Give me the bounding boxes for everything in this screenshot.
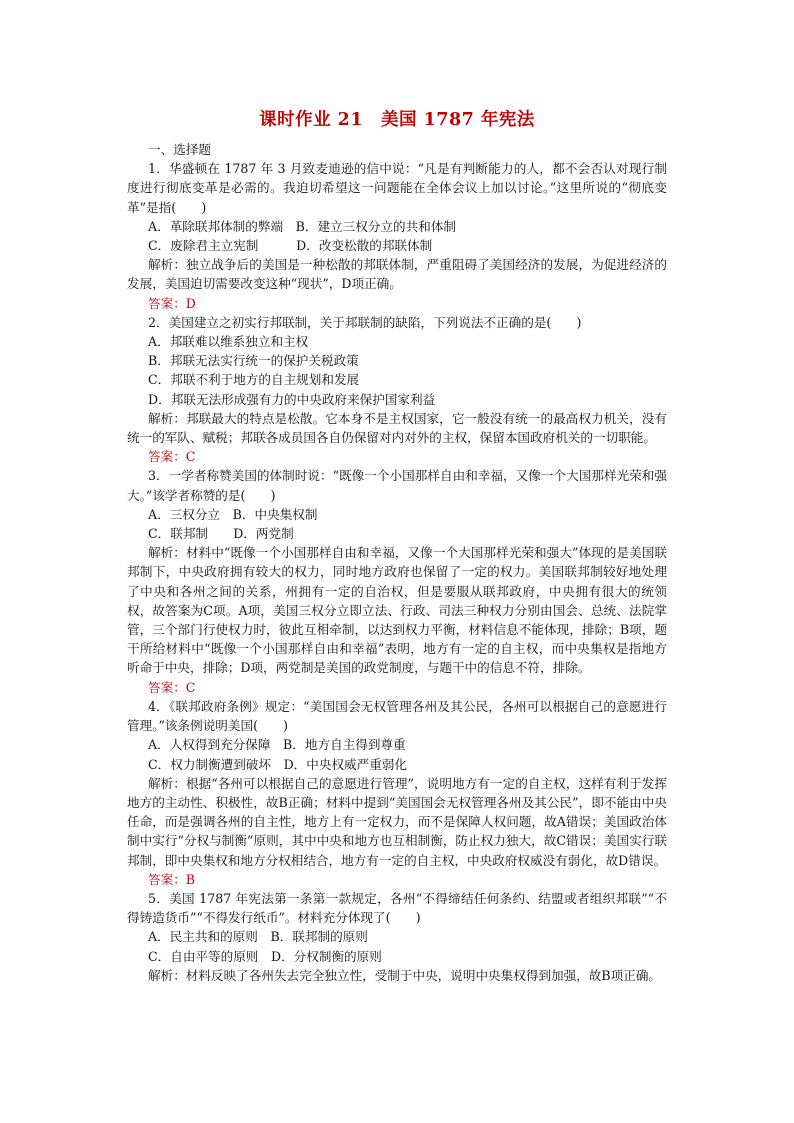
question-options: C．自由平等的原则 D．分权制衡的原则 <box>148 948 382 964</box>
section-heading: 一、选择题 <box>148 142 211 157</box>
question-2 <box>127 313 667 467</box>
question-answer: 答案：D <box>148 295 196 311</box>
question-option: A．邦联难以维系独立和主权 <box>148 334 309 350</box>
question-5 <box>127 889 667 985</box>
question-options: A．民主共和的原则 B．联邦制的原则 <box>148 929 368 945</box>
question-analysis: 解析：邦联最大的特点是松散。它本身不是主权国家，它一般没有统一的最高权力机关，没有统一的军队、赋税；邦联各成员国各自仍保留对内对外的主权，保留本国政府机关的一切职能。 <box>127 410 667 446</box>
question-option: D．邦联无法形成强有力的中央政府来保护国家利益 <box>148 391 436 407</box>
question-option: B．邦联无法实行统一的保护关税政策 <box>148 353 359 369</box>
question-option: C．邦联不利于地方的自主规划和发展 <box>148 372 360 388</box>
question-options: A．三权分立 B．中央集权制 <box>148 506 318 522</box>
question-answer: 答案：C <box>148 449 196 465</box>
page-title: 课时作业 21 美国 1787 年宪法 <box>259 110 535 130</box>
question-stem: 3．一学者称赞美国的体制时说：“既像一个小国那样自由和幸福，又像一个大国那样光荣和强大。”该学者称赞的是( ) <box>127 468 667 503</box>
document-body <box>127 140 667 985</box>
question-options: C．联邦制 D．两党制 <box>148 526 294 542</box>
question-analysis: 解析：独立战争后的美国是一种松散的邦联体制，严重阻碍了美国经济的发展，为促进经济的发展，美国迫切需要改变这种“现状”，D项正确。 <box>127 257 667 292</box>
question-options: C．废除君主立宪制 D．改变松散的邦联体制 <box>148 238 433 254</box>
question-options: A．革除联邦体制的弊端 B．建立三权分立的共和体制 <box>148 218 457 234</box>
question-answer: 答案：C <box>148 679 196 695</box>
question-4 <box>127 697 667 889</box>
question-3 <box>127 466 667 696</box>
question-stem: 5．美国 1787 年宪法第一条第一款规定，各州“不得缔结任何条约、结盟或者组织邦联”“不得铸造货币”“不得发行纸币”。材料充分体现了( ) <box>127 890 667 926</box>
question-analysis: 解析：材料中“既像一个小国那样自由和幸福，又像一个大国那样光荣和强大”体现的是美国联邦制下，中央政府拥有较大的权力，同时地方政府也保留了一定的权力。美国联邦制较好地处理了中央和各州之间的关系，州拥有一定的自治权，但是要服从联邦政府，中央拥有很大的统领权，故答案为C项。A项，美国三权分立即立法、行政、司法三种权力分别由国会、总统、法院掌管，三个部门行使权力时，彼此互相牵制，以达到权力平衡，材料信息不能体现，排除；B项，题干所给材料中“既像一个小国那样自由和幸福”表明，地方有一定的自主权，而中央集权是指地方听命于中央，排除；D项，两党制是美国的政党制度，与题干中的信息不符，排除。 <box>127 545 667 676</box>
question-stem: 4．《联邦政府条例》规定：“美国国会无权管理各州及其公民，各州可以根据自己的意愿进行管理。”该条例说明美国( ) <box>127 698 667 734</box>
question-answer: 答案：B <box>148 871 196 887</box>
question-stem: 2．美国建立之初实行邦联制，关于邦联制的缺陷，下列说法不正确的是( ) <box>148 314 582 330</box>
question-options: A．人权得到充分保障 B．地方自主得到尊重 <box>148 737 406 753</box>
question-analysis: 解析：根据“各州可以根据自己的意愿进行管理”，说明地方有一定的自主权，这样有利于发挥地方的主动性、积极性，故B正确；材料中提到“美国国会无权管理各州及其公民”，即不能由中央任命，而是强调各州的自主性，地方上有一定权力，而不是保障人权问题，故A错误；美国政治体制中实行“分权与制衡”原则，其中中央和地方也互相制衡，防止权力独大，故C错误；美国实行联邦制，即中央集权和地方分权相结合，地方有一定的自主权，中央政府权威没有弱化，故D错误。 <box>127 775 667 868</box>
question-stem: 1．华盛顿在 1787 年 3 月致麦迪逊的信中说：“凡是有判断能力的人，都不会否认对现行制度进行彻底变革是必需的。我迫切希望这一问题能在全体会议上加以讨论。”这里所说的“彻底变革”是指( ) <box>127 161 667 215</box>
question-1 <box>127 159 667 313</box>
question-analysis: 解析：材料反映了各州失去完全独立性，受制于中央，说明中央集权得到加强，故B项正确。 <box>148 967 662 983</box>
question-options: C．权力制衡遭到破坏 D．中央权威严重弱化 <box>148 756 408 772</box>
